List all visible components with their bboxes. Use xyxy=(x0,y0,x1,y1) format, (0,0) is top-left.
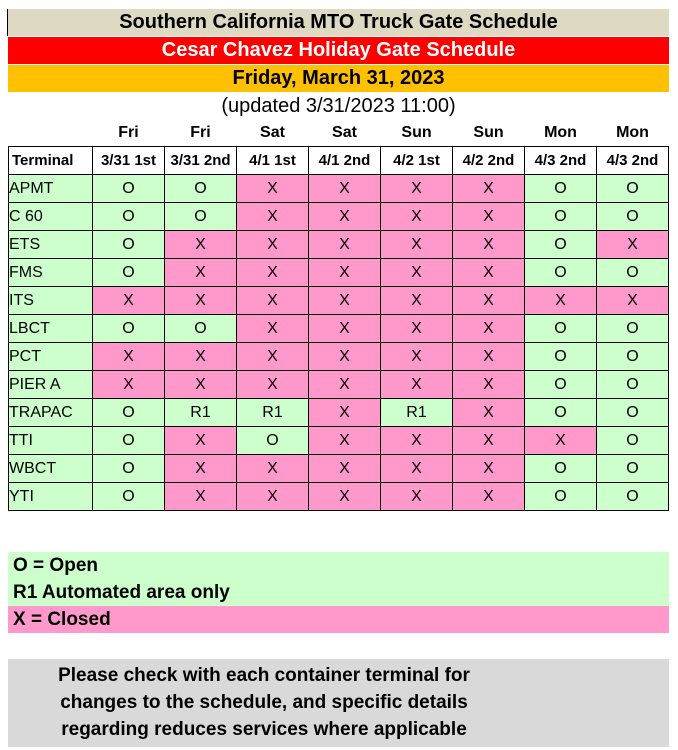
status-cell: X xyxy=(381,427,453,455)
day-header: Sun xyxy=(401,124,432,141)
status-cell: O xyxy=(525,399,597,427)
terminal-name: C 60 xyxy=(9,203,93,231)
terminal-name: ETS xyxy=(9,231,93,259)
status-cell: X xyxy=(165,259,237,287)
status-cell: X xyxy=(309,231,381,259)
table-row xyxy=(9,203,669,231)
status-cell: X xyxy=(237,315,309,343)
schedule-body xyxy=(9,175,669,511)
status-cell: O xyxy=(525,343,597,371)
table-row xyxy=(9,315,669,343)
status-cell: X xyxy=(309,287,381,315)
holiday-subtitle: Cesar Chavez Holiday Gate Schedule xyxy=(8,37,669,64)
status-cell: O xyxy=(597,483,669,511)
table-row xyxy=(9,399,669,427)
status-cell: X xyxy=(165,483,237,511)
status-cell: X xyxy=(165,427,237,455)
table-row xyxy=(9,259,669,287)
status-cell: R1 xyxy=(165,399,237,427)
status-cell: X xyxy=(237,175,309,203)
status-cell: X xyxy=(165,287,237,315)
status-cell: X xyxy=(381,315,453,343)
status-cell: X xyxy=(381,259,453,287)
status-cell: X xyxy=(453,427,525,455)
status-cell: X xyxy=(237,343,309,371)
status-cell: X xyxy=(525,427,597,455)
status-cell: O xyxy=(165,175,237,203)
status-cell: X xyxy=(453,483,525,511)
terminal-name: ITS xyxy=(9,287,93,315)
legend-r1: R1 Automated area only xyxy=(8,579,669,606)
terminal-name: FMS xyxy=(9,259,93,287)
status-cell: X xyxy=(237,455,309,483)
status-cell: X xyxy=(237,483,309,511)
table-row xyxy=(9,287,669,315)
status-cell: O xyxy=(525,455,597,483)
status-cell: O xyxy=(93,399,165,427)
table-row xyxy=(9,483,669,511)
shift-header-row xyxy=(9,147,669,175)
status-cell: X xyxy=(309,175,381,203)
day-header: Sun xyxy=(473,124,504,141)
status-cell: X xyxy=(453,343,525,371)
note-line: regarding reduces services where applicable xyxy=(61,719,467,740)
status-cell: X xyxy=(309,315,381,343)
status-cell: X xyxy=(309,343,381,371)
status-cell: O xyxy=(93,455,165,483)
status-cell: X xyxy=(237,371,309,399)
status-cell: O xyxy=(597,203,669,231)
terminal-name: YTI xyxy=(9,483,93,511)
table-row xyxy=(9,175,669,203)
status-cell: X xyxy=(453,287,525,315)
status-cell: X xyxy=(237,287,309,315)
status-cell: O xyxy=(165,203,237,231)
updated-timestamp: (updated 3/31/2023 11:00) xyxy=(221,95,456,117)
schedule-note xyxy=(8,659,669,747)
shift-header: 4/3 2nd xyxy=(525,147,597,175)
shift-header: 3/31 1st xyxy=(93,147,165,175)
status-cell: X xyxy=(309,259,381,287)
status-cell: O xyxy=(525,371,597,399)
terminal-name: LBCT xyxy=(9,315,93,343)
note-line: changes to the schedule, and specific details xyxy=(60,692,468,713)
status-cell: X xyxy=(453,231,525,259)
status-cell: X xyxy=(453,455,525,483)
status-cell: X xyxy=(381,343,453,371)
shift-header: 4/3 2nd xyxy=(597,147,669,175)
status-cell: O xyxy=(597,175,669,203)
status-cell: X xyxy=(237,259,309,287)
status-cell: X xyxy=(309,371,381,399)
terminal-name: TTI xyxy=(9,427,93,455)
day-header-blank xyxy=(9,120,93,147)
terminal-name: TRAPAC xyxy=(9,399,93,427)
table-row xyxy=(9,427,669,455)
status-cell: X xyxy=(453,371,525,399)
shift-header: 4/2 2nd xyxy=(453,147,525,175)
shift-header: 4/1 2nd xyxy=(309,147,381,175)
status-cell: X xyxy=(597,231,669,259)
day-header: Sat xyxy=(332,124,357,141)
status-cell: X xyxy=(381,483,453,511)
status-cell: X xyxy=(453,203,525,231)
terminal-name: APMT xyxy=(9,175,93,203)
terminal-name: WBCT xyxy=(9,455,93,483)
status-cell: O xyxy=(93,427,165,455)
terminal-name: PIER A xyxy=(9,371,93,399)
status-cell: X xyxy=(309,203,381,231)
status-cell: O xyxy=(93,175,165,203)
schedule-date: Friday, March 31, 2023 xyxy=(8,65,669,92)
status-cell: X xyxy=(453,175,525,203)
status-cell: O xyxy=(525,231,597,259)
status-cell: O xyxy=(93,483,165,511)
status-cell: X xyxy=(309,399,381,427)
status-cell: O xyxy=(525,203,597,231)
status-cell: O xyxy=(597,259,669,287)
status-cell: O xyxy=(93,315,165,343)
shift-header: 3/31 2nd xyxy=(165,147,237,175)
status-cell: R1 xyxy=(237,399,309,427)
status-cell: X xyxy=(381,455,453,483)
gate-schedule-table xyxy=(8,120,669,511)
status-cell: X xyxy=(453,399,525,427)
status-cell: X xyxy=(381,287,453,315)
status-cell: O xyxy=(597,343,669,371)
status-cell: X xyxy=(165,231,237,259)
status-cell: O xyxy=(597,427,669,455)
status-cell: O xyxy=(597,455,669,483)
status-cell: O xyxy=(525,483,597,511)
day-header: Mon xyxy=(544,124,577,141)
day-header: Mon xyxy=(616,124,649,141)
status-cell: X xyxy=(165,343,237,371)
status-cell: X xyxy=(237,203,309,231)
day-header: Fri xyxy=(118,124,139,141)
status-cell: X xyxy=(597,287,669,315)
table-row xyxy=(9,371,669,399)
status-cell: X xyxy=(93,287,165,315)
status-cell: X xyxy=(309,427,381,455)
status-cell: X xyxy=(453,259,525,287)
note-line: Please check with each container terminal for xyxy=(58,665,470,686)
status-cell: O xyxy=(165,315,237,343)
day-header-row xyxy=(9,120,669,147)
status-cell: O xyxy=(525,259,597,287)
status-cell: O xyxy=(93,259,165,287)
status-cell: O xyxy=(93,203,165,231)
status-cell: X xyxy=(381,231,453,259)
status-cell: O xyxy=(597,371,669,399)
status-cell: X xyxy=(381,203,453,231)
status-cell: X xyxy=(165,371,237,399)
legend-closed: X = Closed xyxy=(8,606,669,633)
day-header: Sat xyxy=(260,124,285,141)
legend-open: O = Open xyxy=(8,552,669,579)
status-cell: X xyxy=(309,455,381,483)
status-cell: R1 xyxy=(381,399,453,427)
status-cell: O xyxy=(597,315,669,343)
status-cell: O xyxy=(597,399,669,427)
status-cell: O xyxy=(93,231,165,259)
terminal-name: PCT xyxy=(9,343,93,371)
status-cell: X xyxy=(165,455,237,483)
day-header: Fri xyxy=(190,124,211,141)
status-cell: X xyxy=(309,483,381,511)
status-cell: X xyxy=(93,371,165,399)
table-row xyxy=(9,231,669,259)
terminal-header: Terminal xyxy=(9,147,93,175)
status-cell: O xyxy=(525,315,597,343)
status-cell: X xyxy=(237,231,309,259)
status-cell: X xyxy=(453,315,525,343)
table-row xyxy=(9,343,669,371)
shift-header: 4/1 1st xyxy=(237,147,309,175)
status-cell: O xyxy=(237,427,309,455)
schedule-title: Southern California MTO Truck Gate Schedule xyxy=(8,9,669,36)
status-cell: X xyxy=(381,175,453,203)
status-cell: O xyxy=(525,175,597,203)
table-row xyxy=(9,455,669,483)
status-cell: X xyxy=(525,287,597,315)
shift-header: 4/2 1st xyxy=(381,147,453,175)
status-cell: X xyxy=(381,371,453,399)
status-cell: X xyxy=(93,343,165,371)
